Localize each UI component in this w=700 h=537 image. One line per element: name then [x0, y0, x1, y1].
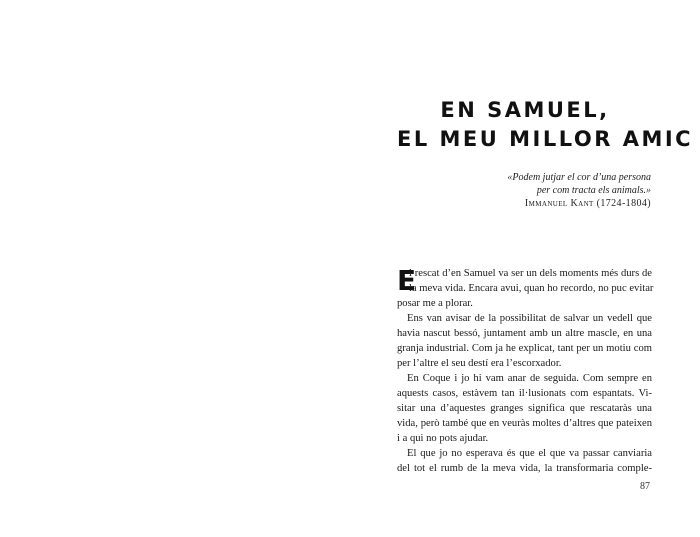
page-number: 87 — [640, 481, 650, 492]
drop-cap: E — [397, 264, 417, 297]
body-line: aquests casos, estàvem tan il·lusionats com espantats. Vi- — [397, 388, 652, 399]
body-line: del tot el rumb de la meva vida, la transformaria comple- — [397, 463, 652, 474]
body-line: la meva vida. Encara avui, quan ho recordo, no puc evitar — [409, 283, 654, 294]
body-line: Ens van avisar de la possibilitat de salvar un vedell que — [407, 313, 652, 324]
epigraph-quote-line-1: «Podem jutjar el cor d’una persona — [507, 172, 651, 183]
epigraph-author: Immanuel Kant (1724-1804) — [524, 198, 651, 209]
body-line: havia nascut bessó, juntament amb un altre mascle, en una — [397, 328, 652, 339]
body-line: El que jo no esperava és que el que va passar canviaria — [407, 448, 652, 459]
body-line: sitar una d’aquestes granges significa que rescataràs una — [397, 403, 652, 414]
body-line: vida, però també que en veuràs moltes d’altres que pateixen — [397, 418, 652, 429]
chapter-title-line-2: EL MEU MILLOR AMIC — [397, 127, 694, 151]
chapter-title-line-1: EN SAMUEL, — [440, 98, 610, 122]
body-line: granja industrial. Com ja he explicat, tant per un motiu com — [397, 343, 652, 354]
body-line: per l’altre el seu destí era l’escorxador. — [397, 358, 562, 369]
body-text — [397, 266, 652, 476]
body-line: l rescat d’en Samuel va ser un dels moments més durs de — [409, 268, 652, 279]
chapter-title — [397, 96, 694, 154]
body-line: En Coque i jo hi vam anar de seguida. Com sempre en — [407, 373, 652, 384]
epigraph — [391, 171, 651, 210]
body-line: i a qui no pots ajudar. — [397, 433, 489, 444]
body-line: posar me a plorar. — [397, 298, 473, 309]
epigraph-quote-line-2: per com tracta els animals.» — [536, 185, 651, 196]
